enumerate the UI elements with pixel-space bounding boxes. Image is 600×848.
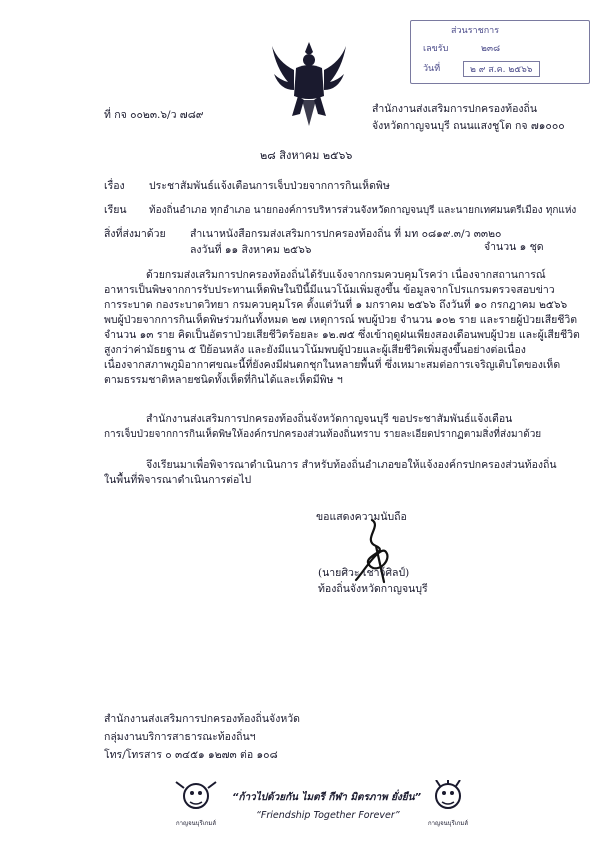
mascot-left-icon — [168, 780, 224, 816]
slogan-thai: “ก้าวไปด้วยกัน ไมตรี กีฬา มิตรภาพ ยั่งยืน” — [232, 792, 422, 803]
body-line: จำนวน ๑๓ ราย คิดเป็นอัตราป่วยเสียชีวิตร้อยละ ๑๒.๗๕ ซึ่งเข้าฤดูฝนเพียงสองเดือนพบผู้ป่วย และผู้เสียชีวิต — [104, 329, 580, 341]
subject-label: เรื่อง — [104, 180, 125, 192]
document-date: ๒๘ สิงหาคม ๒๕๖๖ — [260, 149, 353, 162]
closing-text: ขอแสดงความนับถือ — [316, 511, 407, 523]
received-stamp — [410, 20, 590, 84]
reference-number: ที่ กจ ๐๐๒๓.๖/ว ๗๘๙ — [104, 109, 204, 121]
body-paragraph-1 — [104, 268, 580, 388]
stamp-unit: ส่วนราชการ — [451, 26, 500, 36]
enclosure-date: ลงวันที่ ๑๑ สิงหาคม ๒๕๖๖ — [190, 244, 312, 256]
body-paragraph-3 — [104, 458, 557, 488]
body-line: ตามธรรมชาติหลายชนิดทั้งเห็ดที่กินได้และเห็ดมีพิษ ฯ — [104, 374, 343, 386]
body-line: การเจ็บป่วยจากการกินเห็ดพิษให้องค์กรปกครองส่วนท้องถิ่นทราบ รายละเอียดปรากฏตามสิ่งที่ส่งมาด้วย — [104, 429, 542, 440]
body-line: สำนักงานส่งเสริมการปกครองท้องถิ่นจังหวัดกาญจนบุรี ขอประชาสัมพันธ์แจ้งเตือน — [146, 413, 513, 425]
body-paragraph-2 — [104, 412, 554, 442]
mascot-right-icon — [420, 780, 476, 816]
signer-name: (นายศิวะ เชาว์ศิลป์) — [318, 567, 410, 579]
enclosure-count: จำนวน ๑ ชุด — [484, 241, 544, 253]
body-line: ด้วยกรมส่งเสริมการปกครองท้องถิ่นได้รับแจ้งจากกรมควบคุมโรคว่า เนื่องจากสถานการณ์ — [146, 269, 546, 281]
subject-text: ประชาสัมพันธ์แจ้งเตือนการเจ็บป่วยจากการกินเห็ดพิษ — [149, 180, 390, 192]
enclosure-text: สำเนาหนังสือกรมส่งเสริมการปกครองท้องถิ่น ที่ มท ๐๘๑๙.๓/ว ๓๓๒๐ — [190, 228, 502, 240]
badge-left-label: กาญจนบุรีเกมส์ — [175, 820, 217, 827]
body-line: จึงเรียนมาเพื่อพิจารณาดำเนินการ สำหรับท้องถิ่นอำเภอขอให้แจ้งองค์กรปกครองส่วนท้องถิ่น — [146, 459, 557, 471]
stamp-number-value: ๒๓๘ — [481, 44, 501, 54]
footer-unit: สำนักงานส่งเสริมการปกครองท้องถิ่นจังหวัด — [104, 713, 300, 725]
badge-right-label: กาญจนบุรีเกมส์ — [427, 820, 469, 827]
garuda-emblem — [268, 38, 350, 130]
body-line: ในพื้นที่พิจารณาดำเนินการต่อไป — [104, 474, 252, 486]
office-address: จังหวัดกาญจนบุรี ถนนแสงชูโต กจ ๗๑๐๐๐ — [372, 120, 565, 132]
footer-phone: โทร/โทรสาร ๐ ๓๔๕๑ ๑๒๗๓ ต่อ ๑๐๘ — [104, 749, 278, 761]
stamp-number-label: เลขรับ — [423, 44, 449, 54]
games-mascot-left — [168, 780, 224, 826]
stamp-date-value: ๒ ๙ ส.ค. ๒๕๖๖ — [463, 61, 540, 77]
enclosure-label: สิ่งที่ส่งมาด้วย — [104, 228, 166, 240]
body-line: การระบาด กองระบาดวิทยา กรมควบคุมโรค ตั้งแต่วันที่ ๑ มกราคม ๒๕๖๖ ถึงวันที่ ๑๐ กรกฎาคม ๒๕๖๖ — [104, 299, 568, 311]
stamp-date-label: วันที่ — [423, 64, 441, 74]
office-name: สำนักงานส่งเสริมการปกครองท้องถิ่น — [372, 103, 538, 115]
body-line: พบผู้ป่วยจากการกินเห็ดพิษร่วมกันทั้งหมด ๒๗ เหตุการณ์ พบผู้ป่วย จำนวน ๑๐๒ ราย และรายผู้ป่วยเสียชีวิต — [104, 314, 578, 326]
body-line: เนื่องจากสภาพภูมิอากาศขณะนี้ที่ยังคงมีฝนตกชุกในหลายพื้นที่ ซึ่งเหมาะสมต่อการเจริญเติบโตของเห็ด — [104, 359, 561, 371]
slogan-english: “Friendship Together Forever” — [256, 810, 400, 821]
body-line: อาหารเป็นพิษจากการรับประทานเห็ดพิษในปีนี้มีแนวโน้มเพิ่มสูงขึ้น ข้อมูลจากโปรแกรมตรวจสอบข่าว — [104, 284, 555, 296]
footer-group: กลุ่มงานบริการสาธารณะท้องถิ่นฯ — [104, 731, 256, 743]
to-text: ท้องถิ่นอำเภอ ทุกอำเภอ นายกองค์การบริหารส่วนจังหวัดกาญจนบุรี และนายกเทศมนตรีเมือง ทุกแห่ง — [149, 205, 577, 216]
signer-title: ท้องถิ่นจังหวัดกาญจนบุรี — [318, 583, 428, 595]
games-mascot-right — [420, 780, 476, 826]
body-line: สูงกว่าค่ามัธยฐาน ๕ ปีย้อนหลัง และยังมีแนวโน้มพบผู้ป่วยและผู้เสียชีวิตเพิ่มสูงขึ้นอย่างต่อเนื่อง — [104, 344, 526, 356]
to-label: เรียน — [104, 204, 127, 216]
